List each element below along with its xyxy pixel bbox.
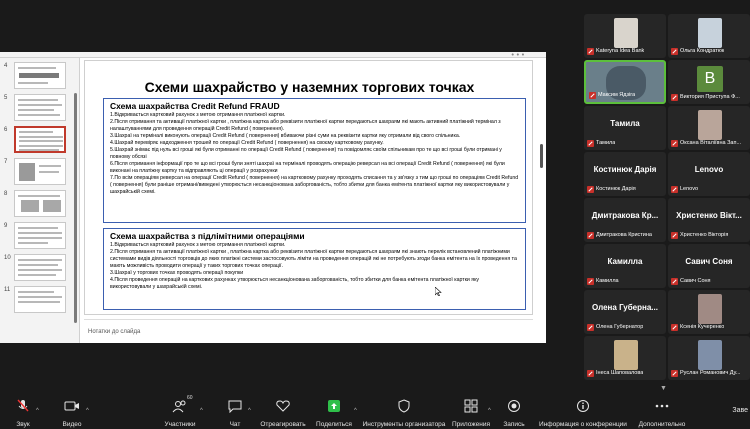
shield-icon (396, 399, 412, 413)
thumbnail-number: 11 (4, 287, 11, 293)
slide-thumbnails-panel (0, 58, 80, 343)
scheme-step: 6.Після отримання інформації про те що всі гроші були зняті шахраї на терміналі проводять операцію реверсал на всі операції Credit Refund ( повернення) які були виконані на платіжну картку та відправляють ці операції у розрахунки (110, 161, 505, 174)
participant-photo (698, 294, 722, 324)
thumbnail-row[interactable] (0, 254, 80, 284)
chat-icon (227, 399, 243, 413)
gallery-next-page-icon[interactable]: ▼ (660, 385, 667, 392)
participant-photo (614, 18, 638, 48)
mic-muted-icon (15, 399, 31, 413)
host-tools-button[interactable] (362, 399, 446, 429)
mic-muted-icon (671, 278, 678, 285)
participant-display-name: Lenovo (694, 165, 724, 174)
participant-photo (614, 340, 638, 370)
mouse-pointer-icon (435, 287, 442, 296)
participant-tile[interactable] (584, 198, 666, 242)
scheme-box-credit-refund (103, 98, 526, 223)
thumbnail-number: 8 (4, 191, 8, 197)
slide-thumbnail[interactable] (14, 94, 66, 121)
scheme-step: 3.Шахраї у торгових точках проводять операції покупки (110, 270, 244, 276)
slide-thumbnail[interactable] (14, 190, 66, 217)
participant-name: Тамила (596, 140, 616, 146)
record-icon (506, 399, 522, 413)
participant-tile[interactable] (584, 336, 666, 380)
scheme-step: 1.Відкривається картковий рахунок з метою отримання платіжної картки. (110, 112, 286, 118)
participant-tile[interactable] (668, 198, 750, 242)
participant-gallery (584, 0, 750, 390)
share-caret-icon[interactable]: ^ (354, 408, 357, 414)
participant-name: Виктория Приступа Ф... (680, 94, 740, 100)
mic-muted-icon (671, 186, 678, 193)
chat-button[interactable] (222, 399, 248, 429)
scheme-step: 2.Після отримання та активації платіжної картки , платіжна картка або реквізити платіжної картки передаються шахраям які мають активний платіжний термінал з налаштуваннями для проведення операцій Credit Refund ( повернення). (110, 119, 501, 132)
video-label: Видео (62, 421, 82, 428)
scheme-step: 1.Відкривається картковий рахунок з метою отримання платіжної картки. (110, 242, 286, 248)
shared-screen (0, 52, 546, 343)
scheme-step: 7.По всім операціям реверсал на операції Credit Refund ( повернення) на картковому рахунку проходять списання та у зв'язку з тим що гроші по операціям Credit Refund ( повернення) були раніше отримані/виведені утворюється несанкціонована заборгованість, тобто збитки для банка емітента платіжної картки яку використовували у шахрайській схемі. (110, 175, 519, 195)
participant-display-name: Христенко Вікт... (676, 211, 742, 220)
thumbnail-number: 7 (4, 159, 8, 165)
participant-name: Савич Соня (680, 278, 711, 284)
apps-label: Приложения (451, 421, 491, 428)
share-label: Поделиться (316, 421, 352, 428)
participant-photo (698, 110, 722, 140)
participant-tile[interactable] (584, 106, 666, 150)
mic-muted-icon (587, 186, 594, 193)
thumbnail-scrollbar[interactable] (74, 93, 77, 323)
participant-name: Максим Ядзіга (598, 92, 636, 98)
participant-name: Костинюк Дарія (596, 186, 636, 192)
slide-thumbnail[interactable] (14, 286, 66, 313)
participant-name: Олена Губернатор (596, 324, 644, 330)
video-button[interactable] (54, 399, 90, 429)
mic-muted-icon (587, 278, 594, 285)
participant-tile[interactable] (668, 60, 750, 104)
participants-count: 60 (187, 395, 193, 401)
react-label: Отреагировать (260, 421, 306, 428)
slide-scrollbar[interactable] (540, 144, 543, 168)
scheme-box-sublimit (103, 228, 526, 310)
end-meeting-button[interactable]: Заве (732, 407, 748, 414)
mic-muted-icon (671, 324, 678, 331)
participant-name: Kateryna Idea Bank (596, 48, 645, 54)
mic-muted-icon (587, 48, 594, 55)
slide-title: Схеми шахрайство у наземних торгових точках (144, 79, 475, 95)
scheme-heading: Схема шахрайства з підлімітними операціями (110, 231, 305, 241)
participant-avatar-letter: B (697, 66, 723, 92)
thumbnail-row[interactable] (0, 94, 80, 124)
share-screen-button[interactable] (314, 399, 354, 429)
more-label: Дополнительно (638, 421, 686, 428)
mic-muted-icon (671, 140, 678, 147)
more-dots-icon (654, 399, 670, 413)
participant-name: Інеса Шаповалова (596, 370, 644, 376)
audio-button[interactable] (4, 399, 42, 429)
participant-name: Дмитракова Кристина (596, 232, 652, 238)
participant-tile[interactable] (668, 244, 750, 288)
participant-display-name: Костинюк Дарія (593, 165, 657, 174)
scheme-step: 3.Шахраї на терміналі виконують операції Credit Refund ( повернення) вбиваючи різні суми на реквізити картки яку отримали від свого спільника. (110, 133, 461, 139)
scheme-body (110, 242, 519, 291)
mic-muted-icon (671, 370, 678, 377)
participant-tile[interactable] (584, 152, 666, 196)
thumbnail-number: 5 (4, 95, 8, 101)
thumbnail-number: 10 (4, 255, 11, 261)
participant-tile[interactable] (584, 14, 666, 58)
react-button[interactable] (258, 399, 308, 429)
audio-caret-icon[interactable]: ^ (36, 408, 39, 414)
slide-thumbnail-active[interactable] (14, 126, 66, 153)
mic-muted-icon (587, 370, 594, 377)
participants-label: Участники (164, 421, 196, 428)
participant-tile-video[interactable] (584, 60, 666, 104)
participant-tile[interactable] (668, 106, 750, 150)
scheme-body (110, 112, 519, 196)
heart-icon (275, 399, 291, 413)
apps-button[interactable] (450, 399, 492, 429)
scheme-heading: Схема шахрайства Credit Refund FRAUD (110, 101, 280, 111)
participant-name: Оксана Віталіївна Зап... (680, 140, 742, 146)
thumbnail-row[interactable] (0, 62, 80, 92)
participant-tile[interactable] (584, 290, 666, 334)
thumbnail-number: 6 (4, 127, 8, 133)
more-button[interactable] (632, 399, 692, 429)
participant-display-name: Тамила (610, 119, 640, 128)
meeting-info-label: Информация о конференции (539, 421, 627, 428)
share-screen-icon (326, 399, 342, 413)
thumbnail-row[interactable] (0, 222, 80, 252)
participants-caret-icon[interactable]: ^ (200, 408, 203, 414)
notes-placeholder: Нотатки до слайда (88, 329, 141, 335)
audio-label: Звук (16, 421, 30, 428)
slide-thumbnail[interactable] (14, 158, 66, 185)
participant-display-name: Олена Губерна... (592, 303, 658, 312)
scheme-step: 2.Після отримання та активації платіжної картки , платіжна картка або реквізити платіжної картки передаються шахраям які знають перелік встановлений платіжними системами видів діяльності торговців до яких платіжні системи застосовують ліміти на проведення операцій які не потребують згоди банка емітента на їх проведення та мають можливість проводити операції у таких торгових точках операції. (110, 249, 517, 269)
more-options-icon[interactable]: ••• (510, 51, 526, 59)
mic-muted-icon (587, 232, 594, 239)
participant-tile[interactable] (668, 14, 750, 58)
participant-tile[interactable] (668, 290, 750, 334)
slide-thumbnail[interactable] (14, 222, 66, 249)
participant-name: Христенко Вікторія (680, 232, 729, 238)
video-caret-icon[interactable]: ^ (86, 408, 89, 414)
mic-muted-icon (587, 324, 594, 331)
info-icon (575, 399, 591, 413)
meeting-toolbar (0, 397, 750, 429)
mic-muted-icon (671, 94, 678, 101)
participant-name: Камилла (596, 278, 619, 284)
thumbnail-row[interactable] (0, 286, 80, 316)
participant-display-name: Дмитракова Кр... (591, 211, 659, 220)
mic-muted-icon (671, 232, 678, 239)
slide-thumbnail[interactable] (14, 254, 66, 281)
host-tools-label: Инструменты организатора (362, 421, 446, 428)
thumbnail-row[interactable] (0, 158, 80, 188)
chat-caret-icon[interactable]: ^ (248, 408, 251, 414)
share-topbar (0, 52, 546, 58)
participant-display-name: Камилла (607, 257, 643, 266)
participant-name: Ольга Кондратюк (680, 48, 725, 54)
slide-thumbnail[interactable] (14, 62, 66, 89)
scheme-step: 5.Шахрай знімає під нуль всі гроші які були отриманні по операції Credit Refund ( повернення) та повідомляє своїм спільникам про те що всі гроші були отримані у повному обсязі (110, 147, 502, 160)
participant-tile[interactable] (668, 152, 750, 196)
thumbnail-number: 4 (4, 63, 8, 69)
meeting-info-button[interactable] (534, 399, 632, 429)
participant-tile[interactable] (668, 336, 750, 380)
mic-muted-icon (587, 140, 594, 147)
record-button[interactable] (500, 399, 528, 429)
participant-display-name: Савич Соня (685, 257, 733, 266)
participant-photo (698, 340, 722, 370)
participant-photo (698, 18, 722, 48)
slide-notes[interactable] (84, 319, 533, 337)
mic-muted-icon (671, 48, 678, 55)
scheme-step: 4.Шахрай перевіряє надходження трошей по операції Credit Refund ( повернення) на своєму картковому рахунку. (110, 140, 384, 146)
thumbnail-row[interactable] (0, 126, 80, 156)
participants-button[interactable] (160, 395, 200, 429)
video-camera-icon (64, 399, 80, 413)
participant-name: Руслан Романович Ду... (680, 370, 741, 376)
thumbnail-row[interactable] (0, 190, 80, 220)
thumbnail-number: 9 (4, 223, 8, 229)
slide-canvas (84, 60, 533, 315)
chat-label: Чат (229, 421, 241, 428)
mic-muted-icon (589, 92, 596, 99)
record-label: Запись (503, 421, 525, 428)
participant-tile[interactable] (584, 244, 666, 288)
apps-icon (463, 399, 479, 413)
participants-icon (172, 399, 188, 413)
apps-caret-icon[interactable]: ^ (488, 408, 491, 414)
participant-name: Lenovo (680, 186, 699, 192)
scheme-step: 4.Після проведення операцій на карткових рахунках утворюється несанкціонована заборгованість, тобто збитки для банка емітента платіжної картки яку використовували у шахрайській схемі. (110, 277, 479, 290)
participant-name: Ксенія Кучеренко (680, 324, 725, 330)
